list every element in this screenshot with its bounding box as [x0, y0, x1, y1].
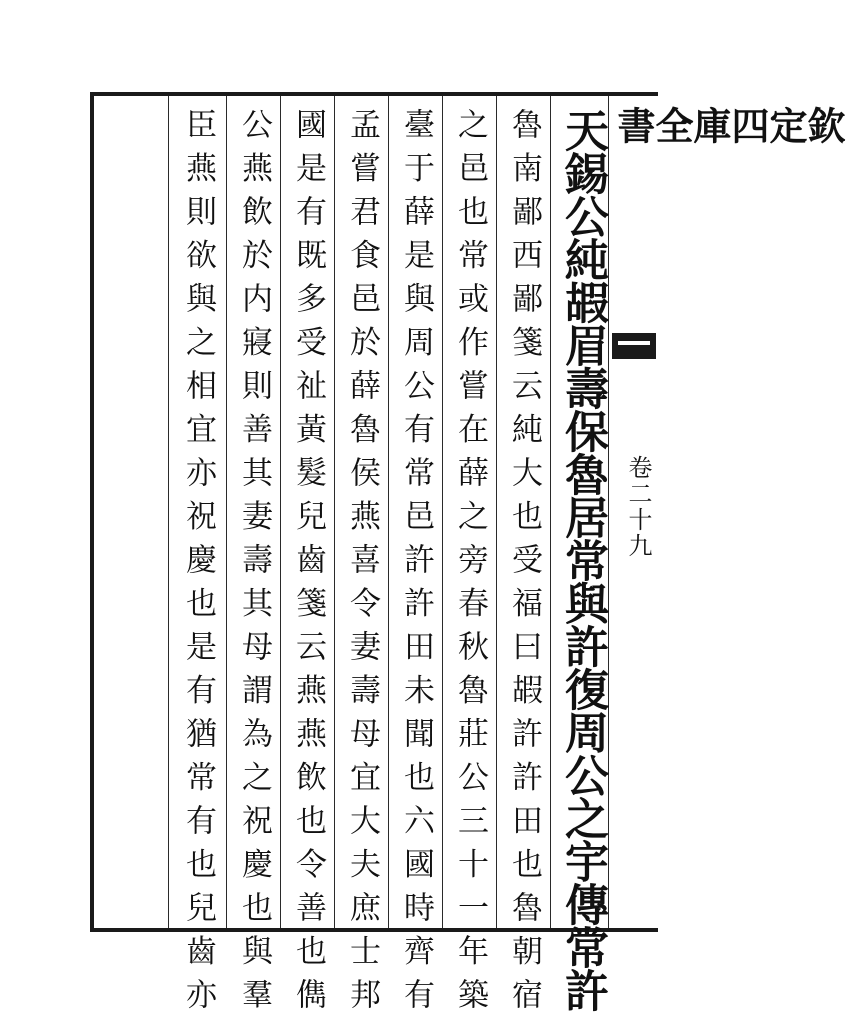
- text-column-7: [236, 108, 272, 1022]
- text-column-5: [344, 108, 380, 1022]
- text-column-2: [506, 108, 542, 1022]
- column-text: 之邑也常或作嘗在薛之旁春秋魯莊公三十一年築: [452, 108, 488, 1022]
- text-column-3: [452, 108, 488, 1022]
- column-text: 魯南鄙西鄙箋云純大也受福曰嘏許許田也魯朝宿: [506, 108, 542, 1022]
- column-rule: [226, 96, 227, 928]
- column-rule: [388, 96, 389, 928]
- column-text: 孟嘗君食邑於薛魯侯燕喜令妻壽母宜大夫庶士邦: [344, 108, 380, 1022]
- column-text: 臣燕則欲與之相宜亦祝慶也是有猶常有也兒齒亦: [180, 108, 216, 1022]
- column-text: 臺于薛是與周公有常邑許許田未聞也六國時齊有: [398, 108, 434, 1022]
- column-rule: [334, 96, 335, 928]
- text-column-1: [557, 108, 608, 1011]
- column-text: 公燕飲於内寢則善其妻壽其母謂為之祝慶也與羣: [236, 108, 272, 1022]
- book-title: 欽定四庫全書: [611, 106, 846, 142]
- text-column-6: [290, 108, 326, 1022]
- column-text: 天錫公純嘏眉壽保魯居常與許復周公之宇傳常許: [557, 108, 608, 1011]
- column-rule: [168, 96, 169, 928]
- text-column-4: [398, 108, 434, 1022]
- column-rule: [608, 96, 609, 928]
- text-column-8: [180, 108, 216, 1022]
- volume-number: 卷二十九: [624, 455, 652, 559]
- column-rule: [496, 96, 497, 928]
- fishtail-ornament: [612, 333, 656, 359]
- column-rule: [550, 96, 551, 928]
- column-text: 國是有既多受祉黃髮兒齒箋云燕燕飲也令善也儁: [290, 108, 326, 1022]
- column-rule: [280, 96, 281, 928]
- column-rule: [442, 96, 443, 928]
